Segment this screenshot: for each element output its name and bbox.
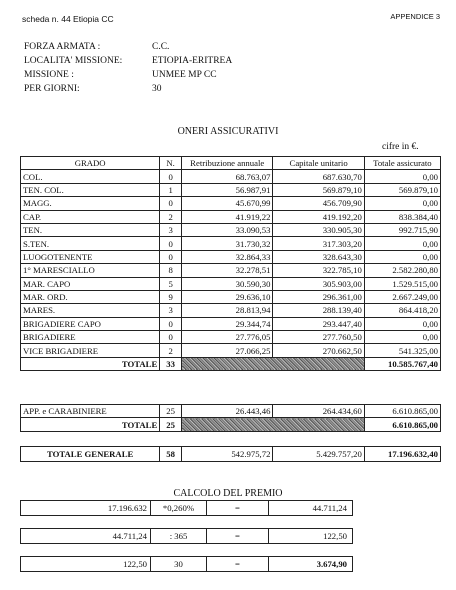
cell-retribuzione: 68.763,07 [182,170,273,183]
cell-grado: MAGG. [21,197,160,210]
col-header-totale: Totale assicurato [364,157,440,170]
cell-n: 0 [160,237,182,250]
cell-capitale: 419.192,20 [273,210,364,223]
grand-total-amount: 17.196.632,40 [364,447,440,462]
cell-retribuzione: 45.670,99 [182,197,273,210]
cell-capitale: 288.139,40 [273,304,364,317]
cell-n: 0 [160,197,182,210]
table-row [21,197,441,210]
cell-grado: BRIGADIERE [21,331,160,344]
cell-totale: 0,00 [364,317,440,330]
carabinieri-table [20,404,441,432]
cell-retribuzione: 56.987,91 [182,183,273,196]
premium-row-1-value: 17.196.632 [21,501,151,515]
cell-retribuzione: 28.813,94 [182,304,273,317]
cell-totale: 0,00 [364,197,440,210]
premium-title: CALCOLO DEL PREMIO [173,488,283,499]
cell-totale: 0,00 [364,250,440,263]
table-row [21,331,441,344]
cell-grado: LUOGOTENENTE [21,250,160,263]
cell-retribuzione: 29.344,74 [182,317,273,330]
col-header-capitale: Capitale unitario [273,157,364,170]
cell-grado: CAP. [21,210,160,223]
cell-n: 0 [160,331,182,344]
carabinieri-grado: APP. e CARABINIERE [21,405,160,418]
premium-row-2 [20,528,353,544]
cell-totale: 1.529.515,00 [364,277,440,290]
table-row [21,317,441,330]
cell-grado: BRIGADIERE CAPO [21,317,160,330]
cell-n: 0 [160,170,182,183]
table-body [21,170,441,357]
table-row [21,170,441,183]
carabinieri-total-amount: 6.610.865,00 [364,418,440,431]
premium-row-1-equals: = [207,501,269,515]
premium-row-2-result: 122,50 [323,531,347,541]
cell-n: 2 [160,210,182,223]
table-row [21,290,441,303]
carabinieri-totale: 6.610.865,00 [364,405,440,418]
cell-grado: MAR. ORD. [21,290,160,303]
carabinieri-shaded-cell [182,418,365,431]
carabinieri-n: 25 [160,405,182,418]
cell-totale: 569.879,10 [364,183,440,196]
info-value-giorni: 30 [152,84,162,94]
grand-total-row [21,447,441,462]
carabinieri-total-label: TOTALE [21,418,160,431]
grand-total-n: 58 [160,447,182,462]
cell-retribuzione: 32.864,33 [182,250,273,263]
table-row [21,344,441,357]
table-row [21,183,441,196]
cell-totale: 2.582.280,80 [364,264,440,277]
cell-grado: TEN. [21,223,160,236]
grand-total-retribuzione: 542.975,72 [182,447,273,462]
table-header-row [21,157,441,170]
cell-grado: TEN. COL. [21,183,160,196]
cell-totale: 0,00 [364,237,440,250]
total-label: TOTALE [21,357,160,370]
premium-row-3 [20,556,353,572]
cell-n: 3 [160,304,182,317]
insurance-table [20,156,441,371]
carabinieri-total-n: 25 [160,418,182,431]
premium-row-2-equals: = [207,529,269,543]
cell-totale: 0,00 [364,331,440,344]
cell-capitale: 277.760,50 [273,331,364,344]
appendix-label: APPENDICE 3 [390,12,440,21]
premium-row-3-value: 122,50 [21,557,151,571]
cell-capitale: 328.643,30 [273,250,364,263]
cell-capitale: 687.630,70 [273,170,364,183]
total-n: 33 [160,357,182,370]
cell-capitale: 317.303,20 [273,237,364,250]
cell-totale: 864.418,20 [364,304,440,317]
cell-capitale: 270.662,50 [273,344,364,357]
cell-totale: 992.715,90 [364,223,440,236]
info-value-localita: ETIOPIA-ERITREA [152,56,233,66]
cell-retribuzione: 31.730,32 [182,237,273,250]
cell-n: 1 [160,183,182,196]
premium-row-3-result: 3.674,90 [316,559,347,569]
cell-retribuzione: 29.636,10 [182,290,273,303]
premium-row-3-equals: = [207,557,269,571]
info-value-forza-armata: C.C. [152,42,170,52]
col-header-grado: GRADO [21,157,160,170]
table-row [21,210,441,223]
table-row [21,264,441,277]
cell-n: 8 [160,264,182,277]
grand-total-table [20,446,441,462]
cell-totale: 838.384,40 [364,210,440,223]
table-row [21,250,441,263]
cell-retribuzione: 32.278,51 [182,264,273,277]
cell-capitale: 296.361,00 [273,290,364,303]
total-shaded-cell [182,357,365,370]
document-reference: scheda n. 44 Etiopia CC [22,14,114,24]
info-value-missione: UNMEE MP CC [152,70,217,80]
currency-note: cifre in €. [382,142,419,152]
col-header-n: N. [160,157,182,170]
table-total-row [21,357,441,370]
info-label-localita: LOCALITA' MISSIONE: [24,56,123,66]
carabinieri-retribuzione: 26.443,46 [182,405,273,418]
cell-capitale: 305.903,00 [273,277,364,290]
cell-totale: 0,00 [364,170,440,183]
cell-grado: VICE BRIGADIERE [21,344,160,357]
col-header-retribuzione: Retribuzione annuale [182,157,273,170]
info-label-forza-armata: FORZA ARMATA : [24,42,101,52]
carabinieri-total-row [21,418,441,431]
carabinieri-capitale: 264.434,60 [273,405,364,418]
info-label-giorni: PER GIORNI: [24,84,80,94]
premium-row-2-operator: : 365 [151,529,207,543]
cell-grado: S.TEN. [21,237,160,250]
cell-grado: COL. [21,170,160,183]
premium-row-2-value: 44.711,24 [21,529,151,543]
table-row [21,237,441,250]
cell-retribuzione: 30.590,30 [182,277,273,290]
premium-row-3-operator: 30 [151,557,207,571]
cell-retribuzione: 41.919,22 [182,210,273,223]
cell-totale: 541.325,00 [364,344,440,357]
section-title: ONERI ASSICURATIVI [177,126,279,137]
table-row [21,277,441,290]
cell-n: 9 [160,290,182,303]
cell-retribuzione: 27.776,05 [182,331,273,344]
total-amount: 10.585.767,40 [364,357,440,370]
cell-n: 0 [160,317,182,330]
cell-capitale: 322.785,10 [273,264,364,277]
cell-capitale: 456.709,90 [273,197,364,210]
cell-n: 2 [160,344,182,357]
cell-grado: 1° MARESCIALLO [21,264,160,277]
cell-retribuzione: 27.066,25 [182,344,273,357]
cell-n: 0 [160,250,182,263]
premium-row-1-result: 44.711,24 [312,503,347,513]
premium-row-1 [20,500,353,516]
cell-capitale: 293.447,40 [273,317,364,330]
cell-grado: MARES. [21,304,160,317]
cell-retribuzione: 33.090,53 [182,223,273,236]
cell-grado: MAR. CAPO [21,277,160,290]
cell-capitale: 330.905,30 [273,223,364,236]
cell-n: 5 [160,277,182,290]
grand-total-label: TOTALE GENERALE [21,447,160,462]
info-label-missione: MISSIONE : [24,70,74,80]
grand-total-capitale: 5.429.757,20 [273,447,364,462]
table-row [21,304,441,317]
cell-capitale: 569.879,10 [273,183,364,196]
cell-totale: 2.667.249,00 [364,290,440,303]
premium-row-1-operator: *0,260% [151,501,207,515]
cell-n: 3 [160,223,182,236]
table-row [21,223,441,236]
carabinieri-row [21,405,441,418]
